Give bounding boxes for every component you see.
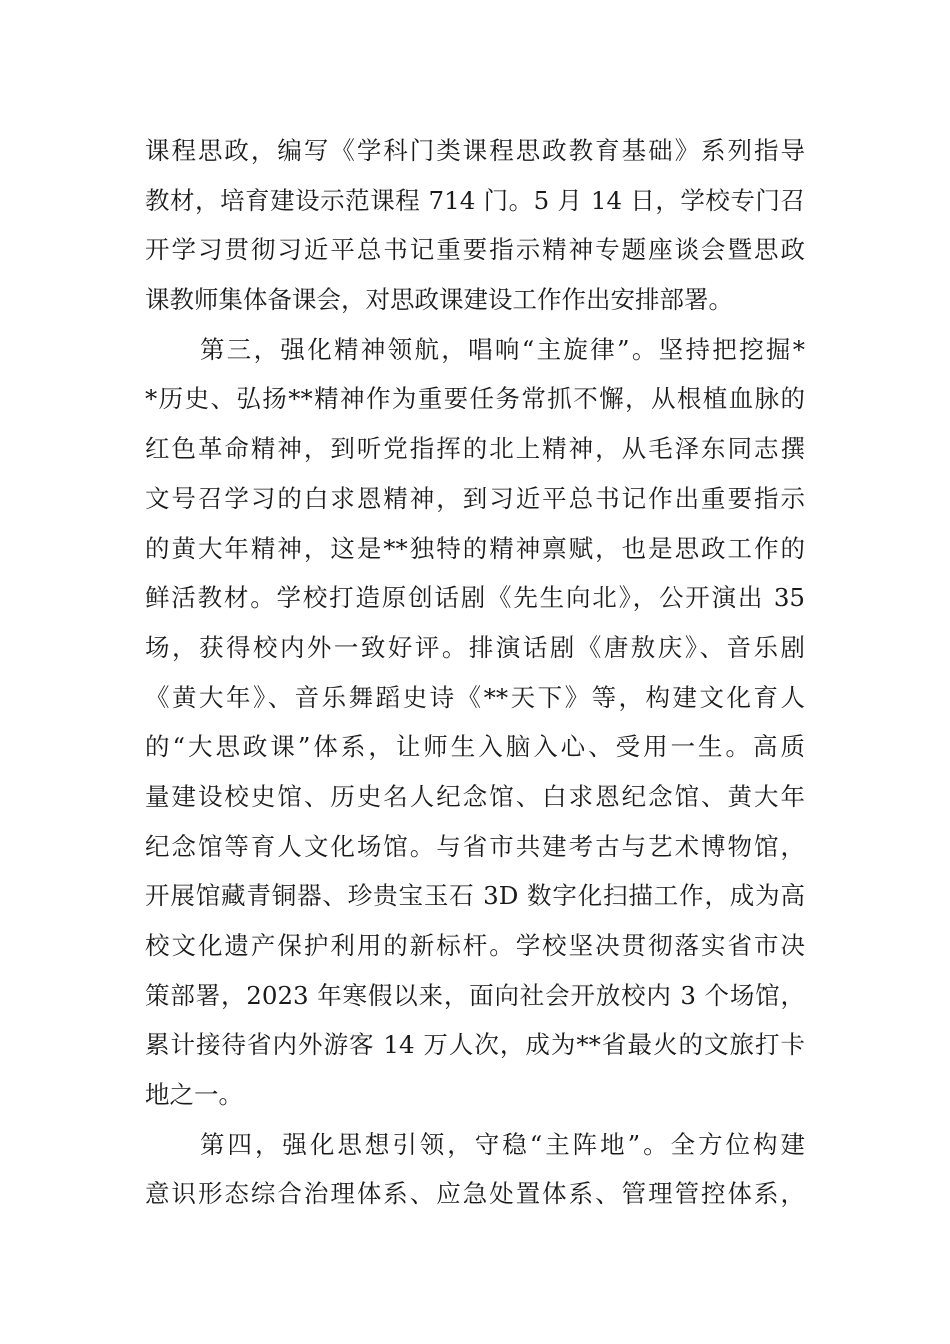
document-body xyxy=(145,126,805,1219)
paragraph-start-line: 第四，强化思想引领，守稳“主阵地”。全方位构建 xyxy=(200,1129,805,1159)
text-line: 量建设校史馆、历史名人纪念馆、白求恩纪念馆、黄大年 xyxy=(145,781,805,811)
text-line: 教材，培育建设示范课程 714 门。5 月 14 日，学校专门召 xyxy=(145,185,805,215)
text-line: 场，获得校内外一致好评。排演话剧《唐敖庆》、音乐剧 xyxy=(145,632,805,662)
text-line: 课程思政，编写《学科门类课程思政教育基础》系列指导 xyxy=(145,136,805,165)
text-line: 课教师集体备课会，对思政课建设工作作出安排部署。 xyxy=(145,285,733,315)
text-line: 策部署，2023 年寒假以来，面向社会开放校内 3 个场馆， xyxy=(145,980,805,1010)
text-line: 开展馆藏青铜器、珍贵宝玉石 3D 数字化扫描工作，成为高 xyxy=(145,881,805,911)
text-line: 《黄大年》、音乐舞蹈史诗《**天下》等，构建文化育人 xyxy=(145,682,805,712)
text-line: 的黄大年精神，这是**独特的精神禀赋，也是思政工作的 xyxy=(145,533,805,563)
text-line: 累计接待省内外游客 14 万人次，成为**省最火的文旅打卡 xyxy=(145,1030,805,1060)
text-line: 纪念馆等育人文化场馆。与省市共建考古与艺术博物馆， xyxy=(145,831,805,861)
paragraph-start-line: 第三，强化精神领航，唱响“主旋律”。坚持把挖掘* xyxy=(200,334,805,364)
text-line: 的“大思政课”体系，让师生入脑入心、受用一生。高质 xyxy=(145,732,805,762)
text-line: 地之一。 xyxy=(145,1080,243,1110)
text-line: 开学习贯彻习近平总书记重要指示精神专题座谈会暨思政 xyxy=(145,235,805,265)
text-line: 校文化遗产保护利用的新标杆。学校坚决贯彻落实省市决 xyxy=(145,931,805,960)
text-line: 意识形态综合治理体系、应急处置体系、管理管控体系， xyxy=(145,1179,805,1209)
text-line: *历史、弘扬**精神作为重要任务常抓不懈，从根植血脉的 xyxy=(145,384,805,414)
text-line: 文号召学习的白求恩精神，到习近平总书记作出重要指示 xyxy=(145,483,805,513)
text-line: 鲜活教材。学校打造原创话剧《先生向北》，公开演出 35 xyxy=(145,583,805,613)
text-line: 红色革命精神，到听党指挥的北上精神，从毛泽东同志撰 xyxy=(145,434,805,464)
